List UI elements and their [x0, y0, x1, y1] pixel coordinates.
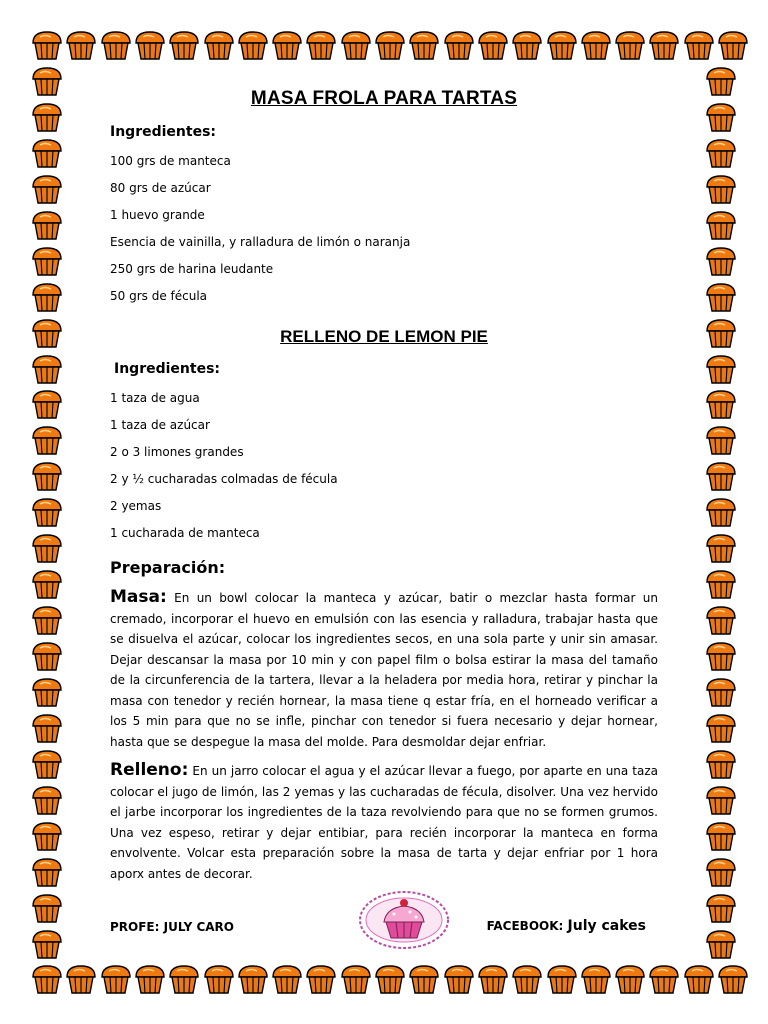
muffin-icon	[704, 855, 738, 889]
muffin-icon	[682, 28, 716, 62]
muffin-icon	[704, 567, 738, 601]
muffin-icon	[30, 891, 64, 925]
muffin-icon	[545, 962, 579, 996]
muffin-icon	[510, 28, 544, 62]
muffin-icon	[133, 28, 167, 62]
ingredient-item: 250 grs de harina leudante	[110, 262, 274, 276]
muffin-icon	[476, 962, 510, 996]
muffin-icon	[704, 316, 738, 350]
muffin-icon	[339, 28, 373, 62]
ingredient-item: 2 yemas	[110, 499, 162, 513]
cupcake-logo-icon	[358, 890, 450, 950]
muffin-icon	[64, 28, 98, 62]
muffin-icon	[704, 711, 738, 745]
muffin-icon	[30, 711, 64, 745]
muffin-icon	[30, 172, 64, 206]
ingredient-item: 1 huevo grande	[110, 208, 205, 222]
muffin-icon	[304, 962, 338, 996]
muffin-icon	[704, 208, 738, 242]
muffin-icon	[30, 423, 64, 457]
muffin-icon	[30, 819, 64, 853]
dough-ingredients-title: Ingredientes:	[110, 124, 216, 140]
relleno-paragraph	[110, 760, 658, 884]
muffin-icon	[30, 316, 64, 350]
muffin-icon	[339, 962, 373, 996]
filling-title: RELLENO DE LEMON PIE	[280, 327, 488, 346]
relleno-label: Relleno:	[110, 760, 189, 780]
muffin-icon	[704, 244, 738, 278]
muffin-icon	[476, 28, 510, 62]
muffin-icon	[30, 783, 64, 817]
muffin-icon	[30, 352, 64, 386]
masa-label: Masa:	[110, 587, 167, 607]
masa-paragraph	[110, 587, 658, 752]
ingredient-item: 50 grs de fécula	[110, 289, 208, 303]
muffin-icon	[579, 28, 613, 62]
muffin-icon	[716, 962, 750, 996]
ingredient-item: Esencia de vainilla, y ralladura de limón o naranja	[110, 235, 411, 249]
muffin-icon	[167, 28, 201, 62]
ingredient-item: 1 taza de azúcar	[110, 418, 210, 432]
muffin-icon	[133, 962, 167, 996]
muffin-icon	[704, 927, 738, 961]
muffin-icon	[30, 136, 64, 170]
muffin-icon	[304, 28, 338, 62]
muffin-icon	[407, 28, 441, 62]
muffin-icon	[613, 962, 647, 996]
muffin-icon	[704, 639, 738, 673]
muffin-icon	[99, 962, 133, 996]
muffin-icon	[704, 423, 738, 457]
ingredient-item: 80 grs de azúcar	[110, 181, 211, 195]
muffin-icon	[704, 891, 738, 925]
muffin-icon	[704, 387, 738, 421]
muffin-icon	[682, 962, 716, 996]
muffin-icon	[30, 244, 64, 278]
muffin-icon	[704, 100, 738, 134]
muffin-icon	[613, 28, 647, 62]
muffin-icon	[30, 927, 64, 961]
muffin-icon	[236, 28, 270, 62]
muffin-icon	[30, 387, 64, 421]
muffin-icon	[202, 28, 236, 62]
muffin-icon	[30, 639, 64, 673]
muffin-icon	[704, 747, 738, 781]
facebook-credit	[487, 918, 646, 934]
muffin-icon	[270, 28, 304, 62]
muffin-icon	[373, 962, 407, 996]
muffin-icon	[704, 783, 738, 817]
muffin-icon	[236, 962, 270, 996]
muffin-icon	[30, 855, 64, 889]
muffin-icon	[407, 962, 441, 996]
recipe-content	[110, 84, 658, 892]
footer	[110, 890, 658, 950]
filling-ingredients-list	[110, 390, 658, 552]
muffin-icon	[30, 208, 64, 242]
muffin-icon	[647, 28, 681, 62]
muffin-icon	[704, 531, 738, 565]
muffin-icon	[704, 64, 738, 98]
facebook-name: July cakes	[567, 918, 646, 934]
ingredient-item: 1 cucharada de manteca	[110, 526, 260, 540]
muffin-icon	[30, 603, 64, 637]
muffin-icon	[510, 962, 544, 996]
preparation-title: Preparación:	[110, 558, 226, 577]
muffin-icon	[442, 28, 476, 62]
relleno-text: En un jarro colocar el agua y el azúcar llevar a fuego, por aparte en una taza colocar el jugo de limón, las 2 yemas y las cucharadas de fécula, disolver. Una vez hervido el jarbe incorporar los ingredientes de la taza revolviendo para que no se formen grumos. Una vez espeso, retirar y dejar entibiar, para recién incorporar la manteca en forma envolvente. Volcar esta preparación sobre la masa de tarta y dejar enfriar por 1 hora aporx antes de decorar.	[110, 764, 658, 881]
muffin-icon	[716, 28, 750, 62]
profe-credit: PROFE: JULY CARO	[110, 920, 234, 934]
muffin-icon	[704, 352, 738, 386]
muffin-icon	[704, 675, 738, 709]
muffin-icon	[704, 280, 738, 314]
muffin-icon	[30, 962, 64, 996]
recipe-title: MASA FROLA PARA TARTAS	[250, 88, 518, 109]
muffin-icon	[704, 136, 738, 170]
masa-text: En un bowl colocar la manteca y azúcar, batir o mezclar hasta formar un cremado, incorporar el huevo en emulsión con las esencia y ralladura, trabajar hasta que se disuelva el azúcar, colocar los ingredientes secos, en una sola parte y unir sin amasar. Dejar descansar la masa por 10 min y con papel film o bolsa estirar la masa del tamaño de la circunferencia de la tartera, llevar a la heladera por media hora, retirar y pinchar la masa con tenedor y recién hornear, la masa tiene q estar fría, en el horneado verificar a los 5 min para que no se infle, pinchar con tenedor si fuera necesario y dejar hornear, hasta que se despegue la masa del molde. Para desmoldar dejar enfriar.	[110, 591, 658, 749]
muffin-icon	[30, 459, 64, 493]
muffin-icon	[99, 28, 133, 62]
muffin-icon	[545, 28, 579, 62]
muffin-icon	[373, 28, 407, 62]
facebook-label: FACEBOOK:	[486, 919, 564, 933]
muffin-icon	[704, 459, 738, 493]
muffin-icon	[30, 531, 64, 565]
muffin-icon	[167, 962, 201, 996]
muffin-icon	[30, 675, 64, 709]
muffin-icon	[30, 100, 64, 134]
ingredient-item: 2 y ½ cucharadas colmadas de fécula	[110, 472, 338, 486]
muffin-icon	[202, 962, 236, 996]
muffin-icon	[30, 495, 64, 529]
muffin-icon	[64, 962, 98, 996]
muffin-icon	[30, 64, 64, 98]
ingredient-item: 2 o 3 limones grandes	[110, 445, 244, 459]
muffin-icon	[704, 495, 738, 529]
muffin-icon	[442, 962, 476, 996]
muffin-icon	[30, 747, 64, 781]
muffin-icon	[647, 962, 681, 996]
muffin-icon	[30, 28, 64, 62]
muffin-icon	[270, 962, 304, 996]
ingredient-item: 1 taza de agua	[110, 391, 200, 405]
filling-ingredients-title: Ingredientes:	[114, 361, 220, 377]
muffin-icon	[704, 603, 738, 637]
ingredient-item: 100 grs de manteca	[110, 154, 231, 168]
muffin-icon	[579, 962, 613, 996]
muffin-icon	[704, 172, 738, 206]
muffin-icon	[704, 819, 738, 853]
dough-ingredients-list	[110, 153, 658, 315]
muffin-icon	[30, 280, 64, 314]
muffin-icon	[30, 567, 64, 601]
